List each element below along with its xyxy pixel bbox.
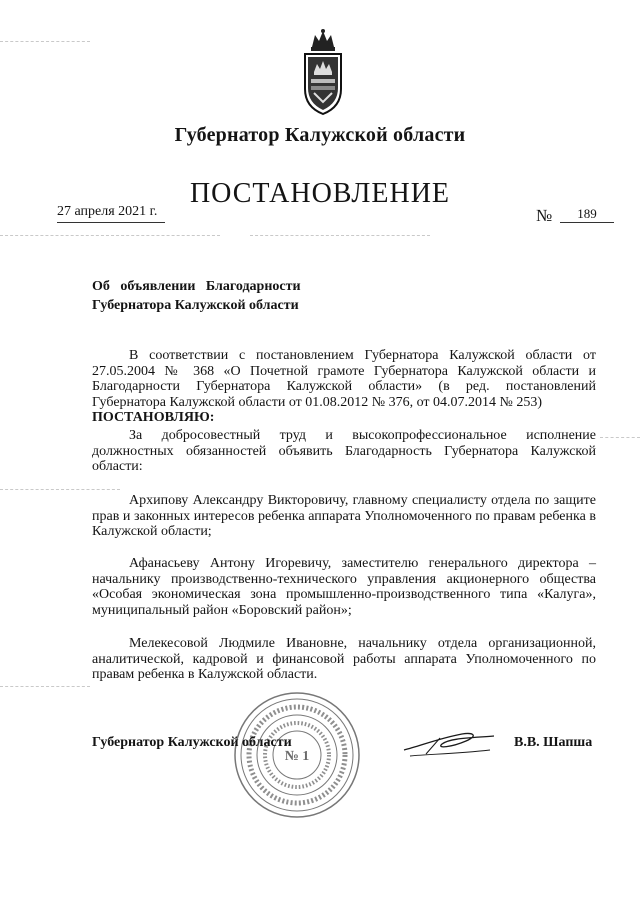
recipient-item: Архипову Александру Викторовичу, главному специалисту отдела по защите прав и законных интересов ребенка аппарата Уполномоченного по правам ребенка в Калужской области;: [92, 493, 596, 539]
date-underline: [57, 222, 165, 223]
document-number: [536, 206, 614, 226]
coat-of-arms-icon: [298, 27, 348, 117]
order-keyword: ПОСТАНОВЛЯЮ:: [92, 410, 215, 425]
document-type-heading: ПОСТАНОВЛЕНИЕ: [189, 178, 451, 209]
document-subject: [92, 277, 392, 315]
intro-paragraph: В соответствии с постановлением Губернатора Калужской области от 27.05.2004 № 368 «О Почетной грамоте Губернатора Калужской области и Благодарности Губернатора Калужской области» (в ред. постановлений Губернатора Калужской области от 01.08.2012 № 376, от 04.07.2014 № 253): [92, 348, 596, 410]
recipient-item: Мелекесовой Людмиле Ивановне, начальнику отдела организационной, аналитической, кадровой и финансовой работы аппарата Уполномоченного по правам ребенка в Калужской области.: [92, 636, 596, 682]
recipient-item: Афанасьеву Антону Игоревичу, заместителю генерального директора – начальнику производственно-технического управления акционерного общества «Особая экономическая зона промышленно-производственного типа «Калуга», муниципальный район «Боровский район»;: [92, 556, 596, 618]
scan-noise: [600, 437, 640, 438]
number-value: 189: [560, 206, 614, 223]
scan-noise: [0, 489, 120, 490]
signer-name: В.В. Шапша: [514, 735, 593, 750]
scan-noise: [0, 235, 220, 236]
signature-icon: [400, 724, 500, 764]
stamp-number: № 1: [284, 749, 310, 764]
official-stamp-icon: [232, 690, 362, 820]
document-date: 27 апреля 2021 г.: [57, 204, 158, 219]
scan-noise: [250, 235, 430, 236]
signer-title: Губернатор Калужской области: [92, 735, 292, 750]
subject-line-1: Об объявлении Благодарности: [92, 279, 301, 294]
scan-noise: [0, 686, 90, 687]
scan-noise: [0, 41, 90, 42]
subject-line-2: Губернатора Калужской области: [92, 298, 299, 313]
number-sign: №: [536, 206, 553, 225]
reason-paragraph: За добросовестный труд и высокопрофессиональное исполнение должностных обязанностей объявить Благодарность Губернатора Калужской области:: [92, 428, 596, 474]
issuer-title: Губернатор Калужской области: [174, 124, 466, 146]
